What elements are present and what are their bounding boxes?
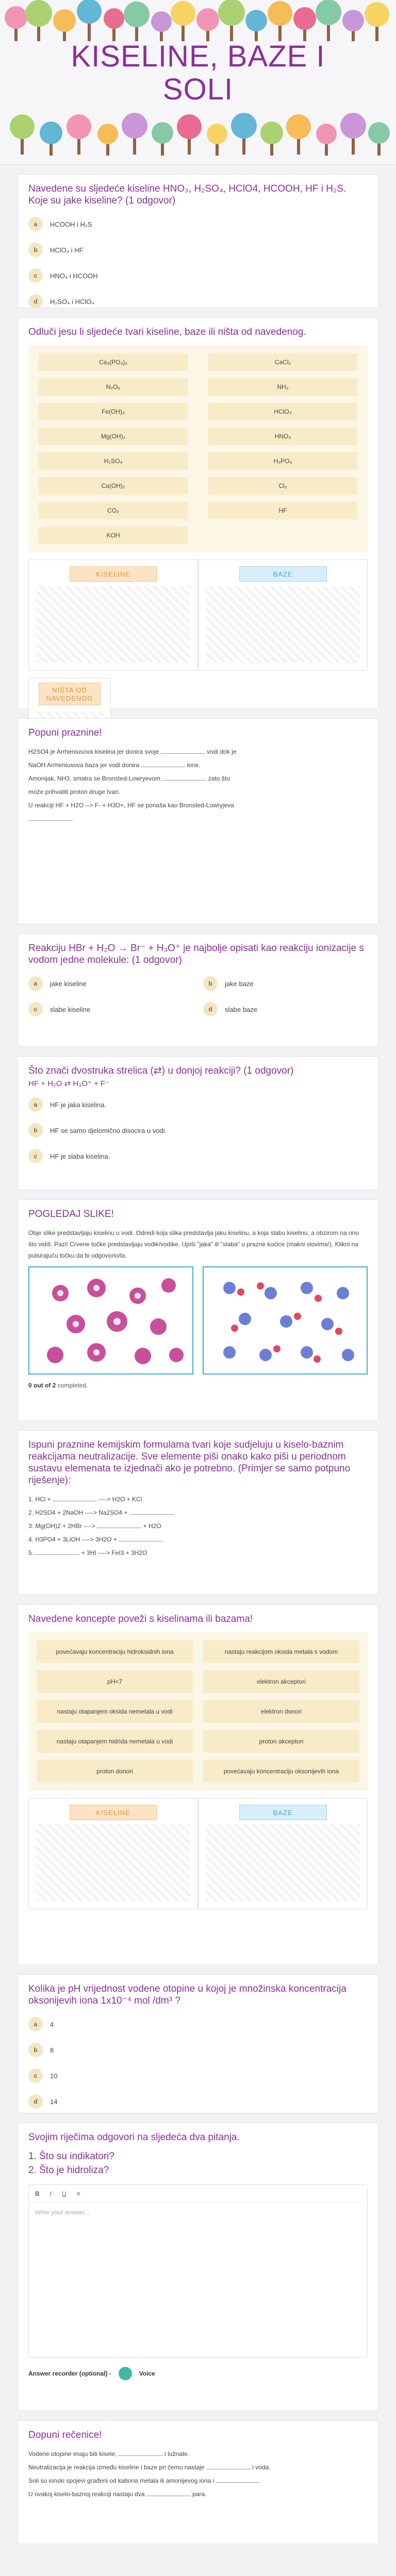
microphone-icon[interactable]	[119, 2367, 132, 2380]
bucket-head	[29, 560, 197, 586]
title-line-1: KISELINE, BAZE I	[71, 40, 325, 73]
question-8-title: Navedene koncepte poveži s kiselinama ili bazama!	[28, 1614, 253, 1624]
bucket-row	[28, 560, 368, 671]
molecules-illustration	[29, 1267, 192, 1374]
fill-line	[28, 759, 368, 771]
blank-input[interactable]	[28, 815, 73, 821]
option-letter: b	[28, 1123, 43, 1138]
text: Soli su ionski spojevi građeni od kationa metala ili amonijevog iona i	[28, 2477, 214, 2484]
question-1-title: Navedene su sljedeće kiseline HNO₃, H₂SO₄, HClO4, HCOOH, HF i H₂S. Koje su jake kiseline? (1 odgovor)	[28, 183, 346, 206]
blank-input[interactable]	[161, 748, 205, 754]
question-4-title: Reakciju HBr + H₂O → Br⁻ + H₃O⁺ je najbolje opisati kao reakciju ionizacije s vodom jedne molekule: (1 odgovor)	[28, 943, 364, 965]
drop-zone[interactable]	[206, 1824, 360, 1902]
hotspot-image-left[interactable]	[28, 1266, 193, 1375]
equation-line	[28, 1520, 368, 1532]
blank-input[interactable]	[119, 2450, 163, 2456]
option-letter: b	[203, 976, 218, 991]
text: ----> H2O + KCl	[97, 1496, 142, 1503]
match-item[interactable]: pH<7	[37, 1670, 193, 1693]
blank-input[interactable]	[53, 1495, 97, 1501]
question-6	[18, 1199, 378, 1421]
blank-input[interactable]	[141, 761, 185, 767]
bucket-bases[interactable]	[198, 560, 368, 671]
status-text: completed.	[56, 1382, 88, 1389]
option-a[interactable]	[28, 2014, 368, 2035]
list-icon[interactable]: ≡	[76, 2190, 80, 2197]
sub-question-2: 2. Što je hidroliza?	[28, 2165, 109, 2176]
text: ione.	[187, 761, 201, 769]
option-letter: c	[28, 1149, 43, 1163]
text: H2SO4 je Arrheniusova kiselina jer donira svoje	[28, 748, 159, 755]
match-grid	[28, 1632, 368, 1791]
option-c[interactable]	[28, 1146, 368, 1166]
text: 1. HCl +	[28, 1496, 53, 1503]
question-4	[18, 934, 378, 1047]
match-item[interactable]: elektron akceptori	[203, 1670, 359, 1693]
text: zato što	[208, 775, 230, 782]
option-text: HNO₃ i HCOOH	[50, 272, 98, 280]
option-text: jake kiseline	[50, 979, 87, 988]
text: 2. H2SO4 + 2NaOH ----> Na2SO4 +	[28, 1509, 129, 1516]
text: U reakciji HF + H2O --> F- + H3O+, HF se ponaša kao Bronsted-Lowryjeva	[28, 802, 234, 809]
sort-tile[interactable]: HClO₃	[208, 403, 357, 420]
bucket-acids[interactable]	[28, 1798, 198, 1909]
text: U ovakoj kiselo-baznoj reakciji nastaju dva	[28, 2490, 145, 2498]
match-item[interactable]: nastaju otapanjem hidrida nemetala u vodi	[37, 1730, 193, 1753]
text: vodi dok je	[207, 748, 237, 755]
question-5-title: Što znači dvostruka strelica (⇄) u donjoj reakciji? (1 odgovor)	[28, 1065, 294, 1076]
bucket-label: KISELINE	[70, 1805, 157, 1820]
option-d[interactable]	[203, 999, 368, 1020]
match-item[interactable]: povećavaju koncentraciju hidroksidnih iona	[37, 1640, 193, 1663]
option-a[interactable]	[28, 214, 368, 234]
option-text: 4	[50, 2020, 54, 2028]
hotspot-images	[28, 1266, 368, 1375]
question-2	[18, 317, 378, 709]
question-11	[18, 2420, 378, 2544]
question-7-title: Ispuni praznine kemijskim formulama tvari koje sudjeluju u kiselo-baznim reakcijama neutralizacije. Sve elemente piši onako kako piši u periodnom sustavu elemenata te izjednači ako je potrebno. (Primjer se samo potpuno riješenje):	[28, 1439, 351, 1486]
text: 4. H3PO4 + 3LiOH ----> 3H2O +	[28, 1536, 119, 1543]
option-text: HF se samo djelomično disocira u vodi.	[50, 1126, 167, 1134]
option-b[interactable]	[203, 973, 368, 994]
answer-editor[interactable]	[28, 2184, 368, 2358]
blank-input[interactable]	[35, 1549, 79, 1555]
option-text: slabe kiseline	[50, 1005, 91, 1013]
fill-line: može prihvatiti proton druge tvari.	[28, 788, 121, 795]
option-letter: a	[28, 976, 43, 991]
answer-input[interactable]: Write your answer...	[35, 2209, 90, 2216]
text: Amonijak, NH3, smatra se Bronsted-Lowryevom	[28, 775, 161, 782]
bucket-label: BAZE	[239, 1805, 327, 1820]
option-text: 10	[50, 2072, 58, 2080]
bucket-head	[199, 560, 367, 586]
page-title	[0, 40, 396, 106]
option-letter: d	[28, 2094, 43, 2109]
option-a[interactable]	[28, 1094, 368, 1115]
option-letter: d	[203, 1002, 218, 1016]
sort-tile[interactable]: HF	[208, 502, 357, 519]
text: + H2O	[141, 1522, 161, 1530]
fill-line	[28, 800, 368, 811]
bucket-bases[interactable]	[198, 1798, 368, 1909]
match-item[interactable]: proton donori	[37, 1760, 193, 1783]
option-letter: d	[28, 294, 43, 309]
sort-tile[interactable]: HNO₃	[208, 428, 357, 445]
drop-zone[interactable]	[36, 586, 190, 663]
fill-line	[28, 2448, 368, 2460]
option-text: jake baze	[225, 979, 254, 988]
question-9	[18, 1974, 378, 2113]
sort-tile[interactable]: Mg(OH)₂	[39, 428, 188, 445]
equation-line	[28, 1507, 368, 1518]
option-letter: b	[28, 2043, 43, 2057]
blank-input[interactable]	[129, 1509, 174, 1515]
match-item[interactable]: elektron donori	[203, 1700, 359, 1723]
sort-tile[interactable]: NH₃	[208, 378, 357, 396]
sort-tile[interactable]: H₃PO₄	[208, 452, 357, 470]
option-c[interactable]	[28, 2065, 368, 2086]
blank-input[interactable]	[146, 2490, 191, 2496]
option-letter: a	[28, 217, 43, 231]
text: i voda.	[250, 2464, 271, 2471]
option-b[interactable]	[28, 240, 368, 260]
answer-recorder	[28, 2367, 368, 2380]
option-c[interactable]	[28, 999, 193, 1020]
sub-question-1: 1. Što su indikatori?	[28, 2151, 114, 2162]
sort-tile[interactable]: Ca(OH)₂	[39, 477, 188, 495]
text: NaOH Arrheniusova baza jer vodi donira	[28, 761, 139, 769]
sort-tile[interactable]: CO₂	[39, 502, 188, 519]
bucket-head	[29, 679, 110, 711]
question-1	[18, 174, 378, 308]
drop-zone[interactable]	[36, 1824, 190, 1902]
equation-line	[28, 1494, 368, 1505]
sort-tile[interactable]: N₂O₅	[39, 378, 188, 396]
option-text: HClO₄ i HF	[50, 246, 84, 254]
sort-tile[interactable]: Cl₂	[208, 477, 357, 495]
fill-line	[28, 813, 368, 824]
option-text: H₂SO₄ i HClO₄	[50, 297, 94, 306]
hotspot-image-right[interactable]	[203, 1266, 368, 1375]
text: Neutralizacija je reakcija između kiseline i baze pri čemu nastaje	[28, 2464, 205, 2471]
fill-line	[28, 773, 368, 784]
bucket-label: KISELINE	[70, 566, 157, 582]
text: i lužnate.	[162, 2450, 190, 2458]
text: Vodene otopine imaju biti kisele,	[28, 2450, 119, 2458]
bold-icon[interactable]: B	[35, 2190, 40, 2197]
option-text: HF je jaka kiselina.	[50, 1100, 107, 1109]
question-3	[18, 718, 378, 924]
voice-label: Voice	[139, 2370, 155, 2377]
bucket-acids[interactable]	[28, 560, 198, 671]
recorder-label: Answer recorder (optional) -	[28, 2370, 111, 2377]
bucket-head	[29, 1799, 197, 1824]
option-letter: b	[28, 243, 43, 257]
option-text: HCOOH i H₂S	[50, 220, 92, 228]
status-count: 0 out of 2	[28, 1382, 56, 1389]
text: + 3HI ----> FeI3 + 3H2O	[79, 1549, 147, 1556]
options-grid	[28, 973, 368, 1025]
equation-line	[28, 1534, 368, 1545]
option-letter: a	[28, 2017, 43, 2031]
fill-line	[28, 746, 368, 757]
option-letter: c	[28, 2069, 43, 2083]
question-6-description: Obje slike predstavljaju kiselinu u vodi. Odredi koja slika predstavlja jaku kiselinu, a koja slabu kiselinu, a obzirom na ono što vidiš. Pazi! Crvene točke predstavljaju vodik/vodike. Upiši "jaka" ili "slaba" u prazne kućice (makni slovima!). Klikni na pulsirajuću točku da bi odgovorio/la.	[28, 1229, 359, 1259]
bucket-label: NIŠTA OD NAVEDENOG	[39, 683, 101, 705]
blank-input[interactable]	[119, 1535, 163, 1541]
title-line-2: SOLI	[162, 73, 234, 106]
option-c[interactable]	[28, 265, 368, 286]
option-text: HF je slaba kiselina.	[50, 1152, 110, 1160]
blank-input[interactable]	[216, 2477, 260, 2483]
italic-icon[interactable]: I	[50, 2190, 52, 2197]
sort-tile[interactable]: Fe(OH)₃	[39, 403, 188, 420]
sort-tile[interactable]: CaCl₂	[208, 353, 357, 371]
match-item[interactable]: nastaju otapanjem oksida nemetala u vodi	[37, 1700, 193, 1723]
option-text: 8	[50, 2046, 54, 2054]
sort-tile[interactable]: Ca₃(PO₄)₂	[39, 353, 188, 371]
match-item[interactable]: proton akceptori	[203, 1730, 359, 1753]
sort-tile[interactable]: H₂SO₄	[39, 452, 188, 470]
match-item[interactable]: nastaju reakcijom oksida metala s vodom	[203, 1640, 359, 1663]
question-10	[18, 2123, 378, 2411]
question-5	[18, 1056, 378, 1190]
footer-space	[18, 2544, 378, 2576]
question-2-title: Odluči jesu li sljedeće tvari kiseline, baze ili ništa od navedenog.	[28, 327, 306, 337]
question-10-title: Svojim riječima odgovori na sljedeća dva pitanja.	[28, 2132, 240, 2143]
match-item[interactable]: povećavaju koncentraciju oksonijevih iona	[203, 1760, 359, 1783]
question-11-title: Dopuni rečenice!	[28, 2430, 102, 2441]
bucket-head	[199, 1799, 367, 1824]
equation-line	[28, 1547, 368, 1558]
molecules-illustration	[204, 1267, 367, 1374]
sort-tile[interactable]: KOH	[39, 527, 188, 544]
option-b[interactable]	[28, 2040, 368, 2060]
question-3-title: Popuni praznine!	[28, 727, 102, 738]
option-d[interactable]	[28, 291, 368, 312]
text: 5.	[28, 1549, 34, 1556]
text: para.	[190, 2490, 207, 2498]
drop-zone[interactable]	[206, 586, 360, 663]
bucket-label: BAZE	[239, 566, 327, 582]
option-letter: a	[28, 1097, 43, 1112]
editor-toolbar	[29, 2185, 367, 2202]
question-9-title: Kolika je pH vrijednost vodene otopine u kojoj je množinska koncentracija oksonijevih iona 1x10⁻⁴ mol /dm³ ?	[28, 1984, 346, 2006]
blank-input[interactable]	[206, 2463, 251, 2469]
fill-line	[28, 2475, 368, 2486]
option-letter: c	[28, 268, 43, 283]
question-8	[18, 1604, 378, 1965]
header	[0, 0, 396, 165]
option-a[interactable]	[28, 973, 193, 994]
sort-tiles	[28, 345, 368, 552]
option-text: 14	[50, 2097, 58, 2106]
option-b[interactable]	[28, 1120, 368, 1141]
option-letter: c	[28, 1002, 43, 1016]
reaction-equation: HF + H₂O ⇄ H₃O⁺ + F⁻	[28, 1079, 110, 1088]
fill-line	[28, 2462, 368, 2473]
content	[18, 174, 378, 2576]
blank-input[interactable]	[162, 774, 206, 781]
option-d[interactable]	[28, 2091, 368, 2112]
completion-status	[28, 1382, 368, 1389]
underline-icon[interactable]: U	[62, 2190, 67, 2197]
question-6-title: POGLEDAJ SLIKE!	[28, 1209, 114, 1219]
question-7	[18, 1430, 378, 1595]
bucket-row	[28, 1798, 368, 1909]
fill-line	[28, 2488, 368, 2500]
option-text: slabe baze	[225, 1005, 257, 1013]
text: 3. Mg(OH)2 + 2HBr ---->	[28, 1522, 96, 1530]
blank-input[interactable]	[97, 1522, 141, 1528]
